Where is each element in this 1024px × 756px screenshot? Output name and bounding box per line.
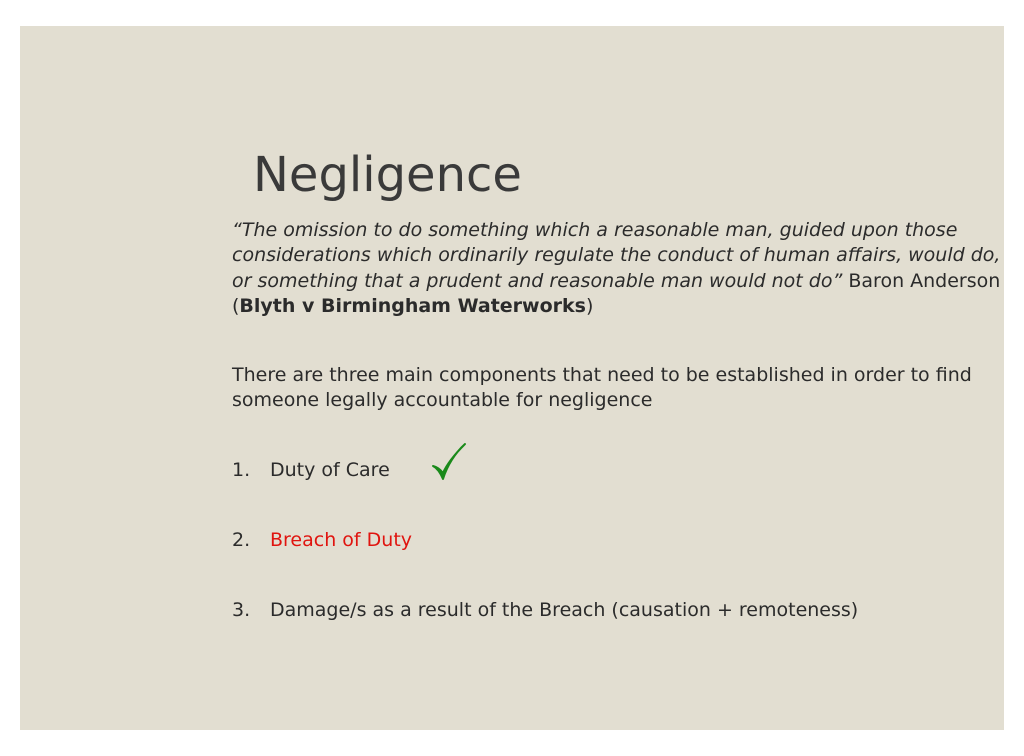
- checkmark-icon: [431, 442, 467, 484]
- definition-quote: [232, 218, 1002, 320]
- list-item-duty-of-care: [232, 457, 390, 483]
- quote-text: “The omission to do something which a reasonable man, guided upon those considerations which ordinarily regulate the conduct of human affairs, would do, or something that a prudent and reasonable man would not do”: [232, 219, 1001, 292]
- quote-attribution-prefix: Baron Anderson (: [232, 269, 1001, 318]
- list-item-damages: [232, 597, 858, 623]
- list-number: 2.: [232, 529, 251, 551]
- list-label: Damage/s as a result of the Breach (causation + remoteness): [270, 599, 859, 621]
- case-name: Blyth v Birmingham Waterworks: [239, 295, 586, 318]
- list-number: 1.: [232, 459, 251, 481]
- intro-text: There are three main components that need to be established in order to find someone legally accountable for negligence: [232, 364, 972, 412]
- list-item-breach-of-duty: [232, 527, 412, 553]
- slide-title: Negligence: [253, 147, 522, 203]
- list-number: 3.: [232, 599, 251, 621]
- list-label: Duty of Care: [270, 459, 390, 481]
- slide: [20, 26, 1004, 730]
- quote-attribution-suffix: ): [585, 295, 594, 318]
- list-label: Breach of Duty: [270, 529, 413, 551]
